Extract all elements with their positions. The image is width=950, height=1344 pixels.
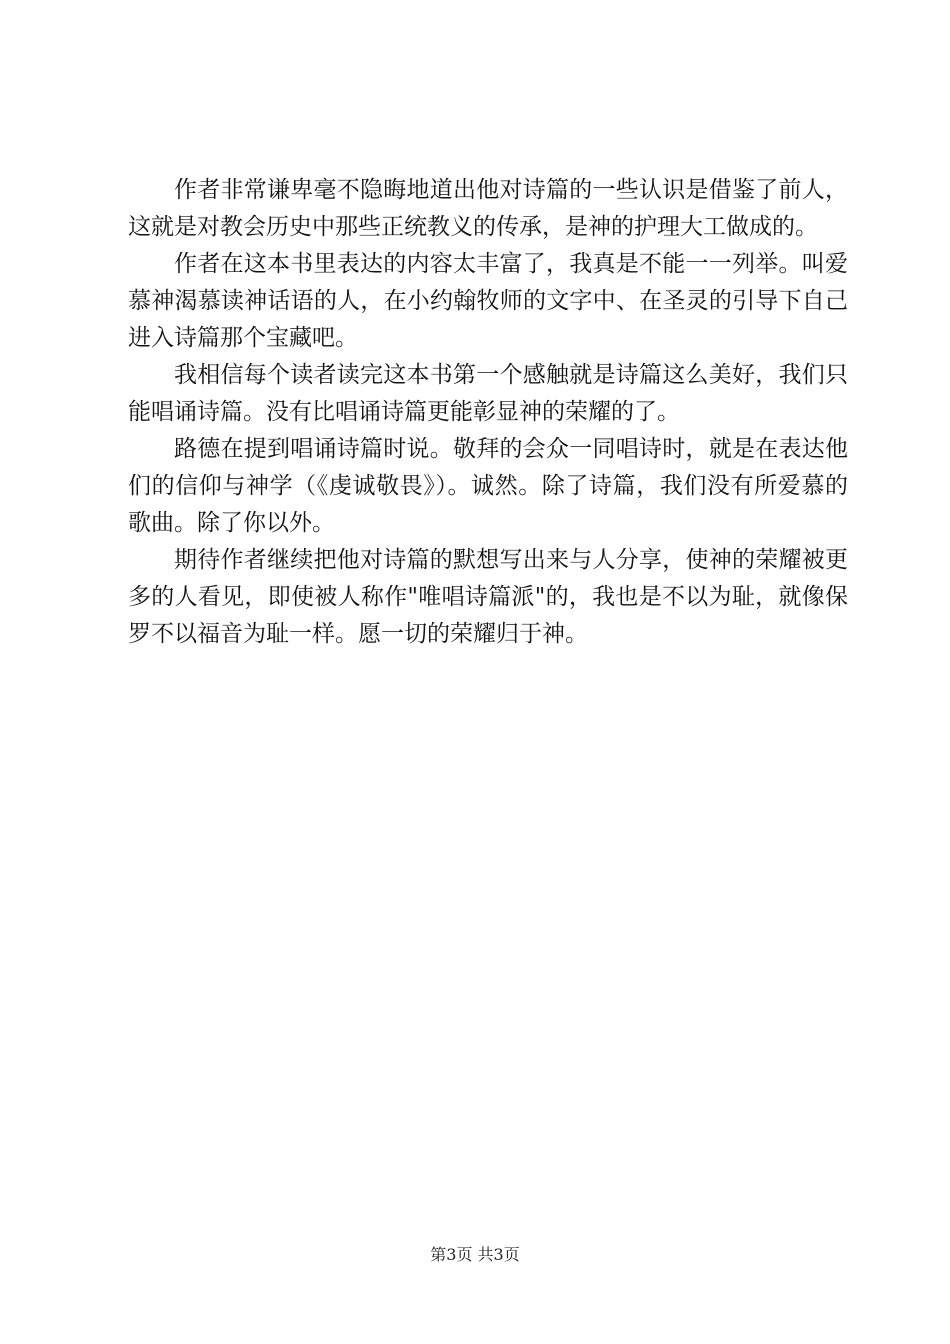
paragraph: 作者在这本书里表达的内容太丰富了，我真是不能一一列举。叫爱慕神渴慕读神话语的人，在小约翰牧师的文字中、在圣灵的引导下自己进入诗篇那个宝藏吧。 — [128, 251, 848, 351]
document-body — [128, 172, 848, 653]
paragraph: 期待作者继续把他对诗篇的默想写出来与人分享，使神的荣耀被更多的人看见，即使被人称作"唯唱诗篇派"的，我也是不以为耻，就像保罗不以福音为耻一样。愿一切的荣耀归于神。 — [128, 547, 848, 647]
paragraph: 我相信每个读者读完这本书第一个感触就是诗篇这么美好，我们只能唱诵诗篇。没有比唱诵诗篇更能彰显神的荣耀的了。 — [128, 362, 848, 425]
paragraph: 路德在提到唱诵诗篇时说。敬拜的会众一同唱诗时，就是在表达他们的信仰与神学（《虔诚敬畏》）。诚然。除了诗篇，我们没有所爱慕的歌曲。除了你以外。 — [128, 436, 848, 536]
paragraph: 作者非常谦卑毫不隐晦地道出他对诗篇的一些认识是借鉴了前人，这就是对教会历史中那些正统教义的传承，是神的护理大工做成的。 — [128, 177, 848, 240]
page-number-footer: 第3页 共3页 — [430, 1245, 520, 1264]
